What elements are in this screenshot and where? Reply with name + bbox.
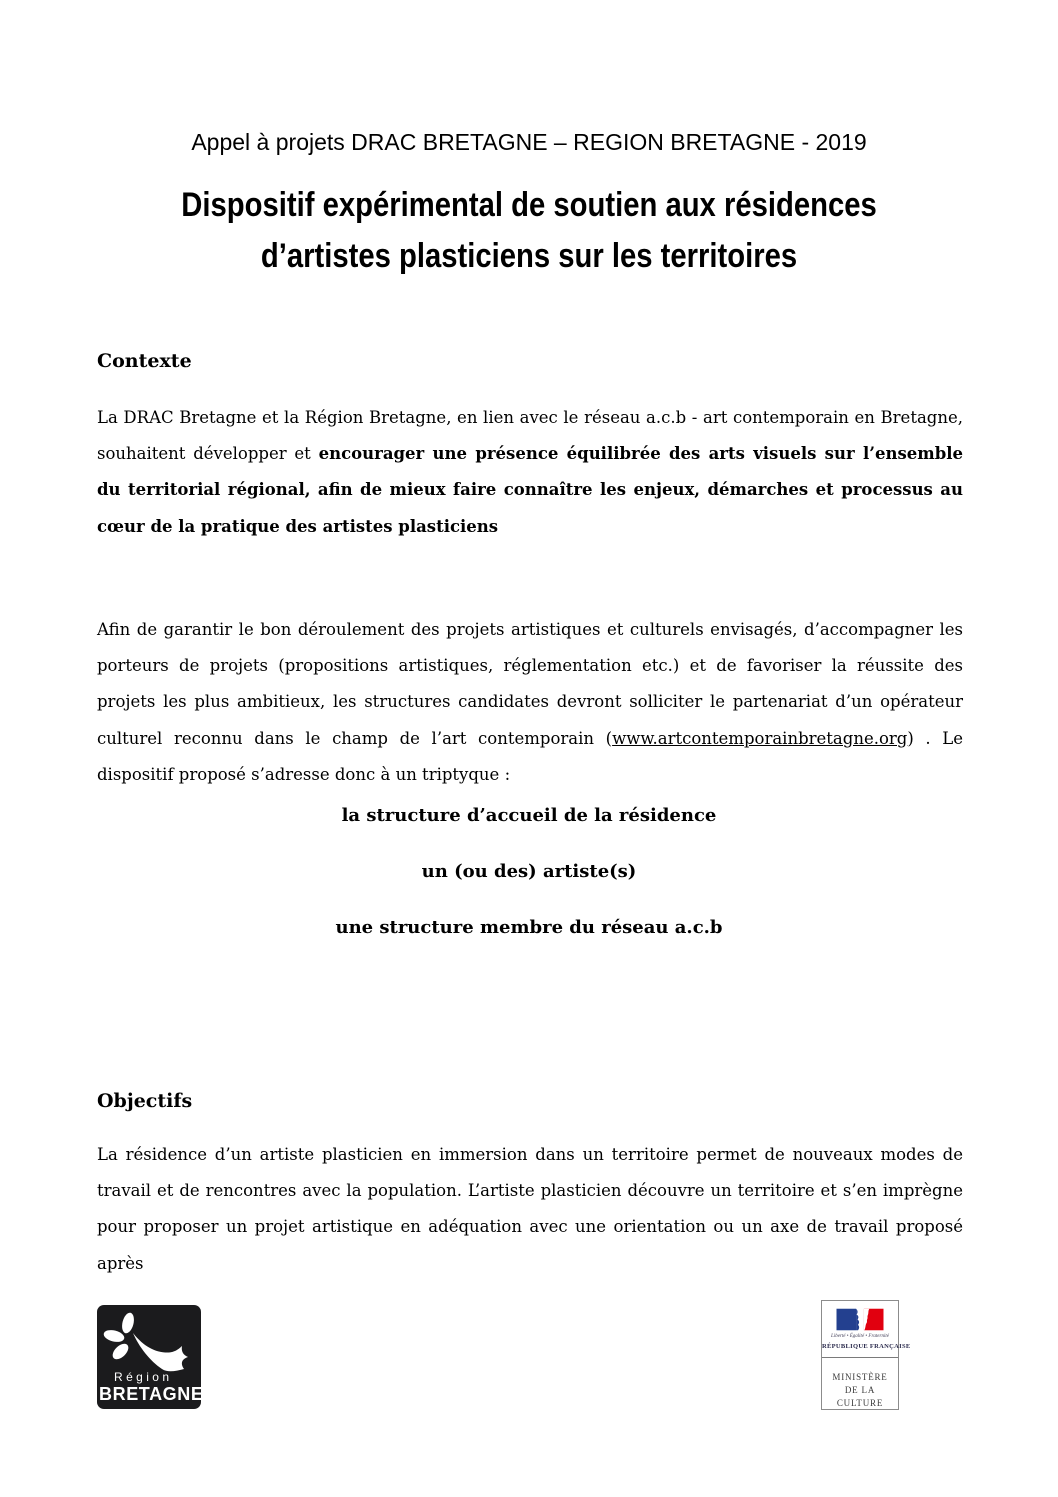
paragraph-contexte-1: [97, 400, 963, 545]
ministry-name-line-2: DE LA CULTURE: [836, 1385, 884, 1408]
text-segment: ) . Le dispositif proposé s’adresse donc à un triptyque :: [97, 728, 963, 784]
republique-francaise-label: RÉPUBLIQUE FRANÇAISE: [822, 1343, 911, 1350]
triptych-item-structure-reseau: une structure membre du réseau a.c.b: [335, 917, 723, 938]
french-flag-icon: [837, 1308, 884, 1331]
region-bretagne-logo-graphic: [97, 1305, 204, 1409]
ministry-name-line-1: MINISTÈRE: [832, 1372, 888, 1382]
region-logo-label-bretagne: BRETAGNE: [99, 1384, 204, 1404]
ministere-culture-logo: [821, 1300, 911, 1410]
ministry-logo-divider: [822, 1357, 898, 1358]
ministry-name: [822, 1371, 898, 1410]
paragraph-contexte-2: [97, 612, 963, 793]
text-segment: Afin de garantir le bon déroulement des projets artistiques et culturels envisagés, d’accompagner les porteurs de projets (propositions artistiques, réglementation etc.) et de favoriser la réussite des projets les plus ambitieux, les structures candidates devront solliciter le partenariat d’un opérateur culturel reconnu dans le champ de l’art contemporain (: [97, 620, 963, 748]
document-title: [0, 180, 1058, 282]
text-segment: La DRAC Bretagne et la Région Bretagne, en lien avec le réseau a.c.b - art contemporain en Bretagne, souhaitent développer et: [97, 408, 963, 464]
section-heading-contexte: Contexte: [97, 350, 192, 372]
section-heading-objectifs: Objectifs: [97, 1090, 193, 1112]
text-segment: encourager une présence équilibrée des arts visuels sur l’ensemble du territorial régional, afin de mieux faire connaître les enjeux, démarches et processus au cœur de la pratique des artistes plasticiens: [97, 444, 964, 536]
document-kicker: Appel à projets DRAC BRETAGNE – REGION BRETAGNE - 2019: [191, 129, 867, 155]
republic-motto: Liberté • Égalité • Fraternité: [831, 1334, 889, 1339]
url-link[interactable]: www.artcontemporainbretagne.org: [612, 728, 908, 748]
region-bretagne-logo: [97, 1305, 204, 1409]
paragraph-objectifs-1: La résidence d’un artiste plasticien en immersion dans un territoire permet de nouveaux modes de travail et de rencontres avec la population. L’artiste plasticien découvre un territoire et s’en imprègne pour proposer un projet artistique en adéquation avec une orientation ou un axe de travail proposé après: [97, 1145, 963, 1273]
triptych-item-structure-accueil: la structure d’accueil de la résidence: [341, 805, 717, 826]
document-title-line-2: d’artistes plasticiens sur les territoires: [260, 237, 798, 275]
document-title-line-1: Dispositif expérimental de soutien aux résidences: [181, 186, 877, 224]
triptych-list: [0, 801, 1058, 969]
triptych-item-artiste: un (ou des) artiste(s): [421, 861, 637, 882]
region-logo-label-region: Région: [114, 1370, 173, 1384]
